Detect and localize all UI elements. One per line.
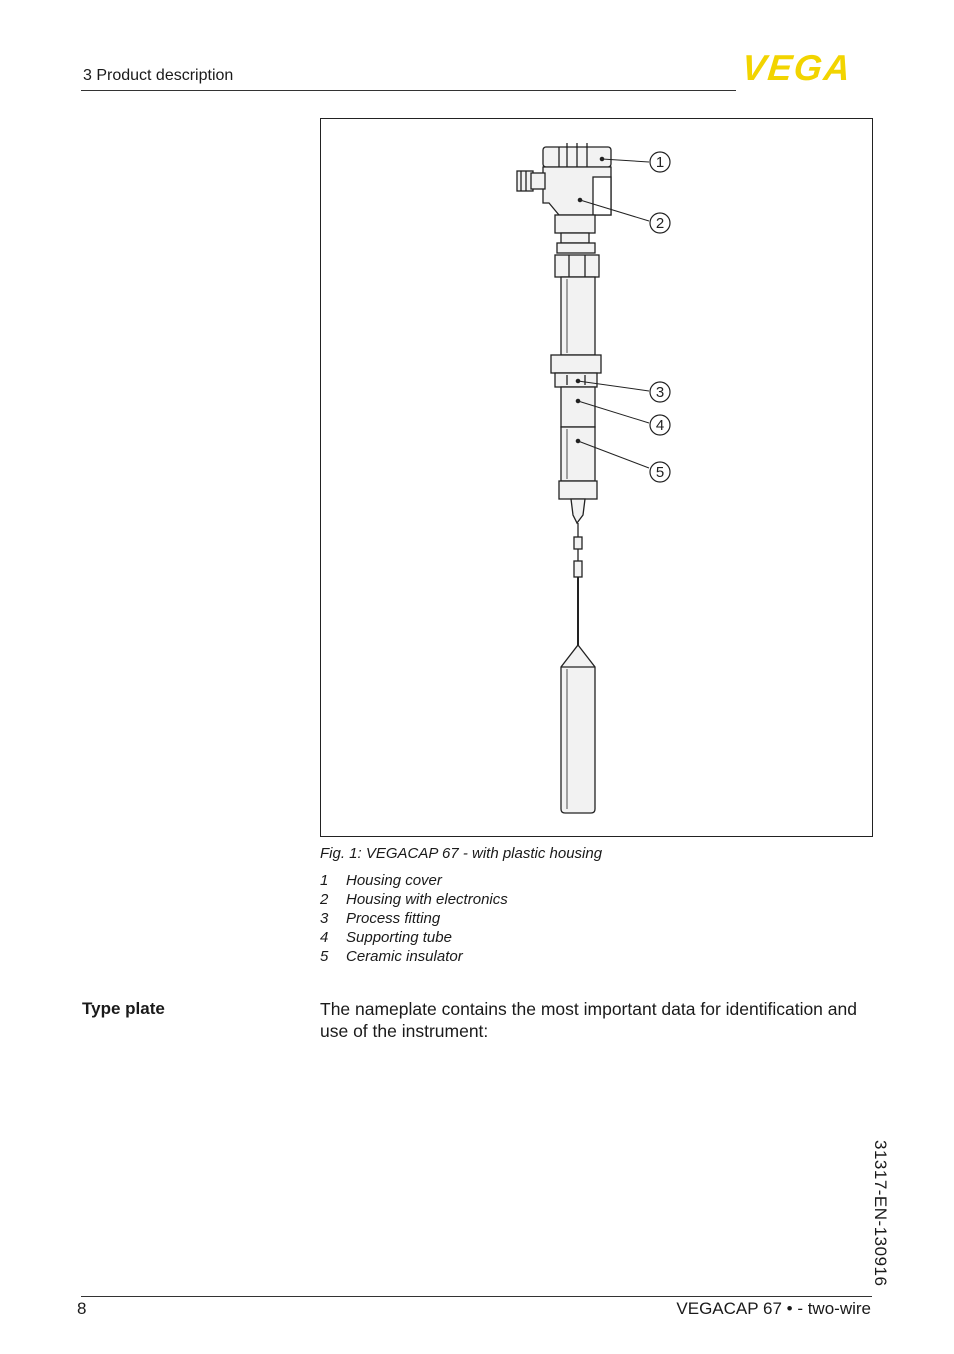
- legend-item: [320, 909, 508, 928]
- document-code: 31317-EN-130916: [871, 1140, 890, 1287]
- callout-2: 2: [655, 215, 665, 232]
- legend-label: Housing cover: [346, 872, 442, 889]
- vega-logo-text: VEGA: [739, 47, 855, 88]
- legend-number: 1: [320, 872, 329, 889]
- process-fitting-shape: [551, 355, 601, 373]
- callout-4: 4: [655, 417, 665, 434]
- vega-logo: [739, 47, 872, 88]
- legend-item: [320, 871, 508, 890]
- type-plate-heading: Type plate: [82, 999, 165, 1018]
- footer-divider: [81, 1296, 872, 1297]
- callout-1: 1: [655, 154, 665, 171]
- page-number: 8: [77, 1299, 87, 1318]
- legend-item: [320, 947, 508, 966]
- legend-label: Supporting tube: [346, 929, 452, 946]
- figure-legend: [320, 871, 508, 966]
- callout-5: 5: [655, 464, 665, 481]
- legend-number: 4: [320, 929, 329, 946]
- legend-label: Ceramic insulator: [346, 948, 463, 965]
- header-divider: [81, 90, 736, 91]
- legend-item: [320, 928, 508, 947]
- callout-3: 3: [655, 384, 665, 401]
- legend-label: Housing with electronics: [346, 891, 508, 908]
- hex-nut-shape: [555, 255, 599, 277]
- probe-weight-shape: [561, 645, 595, 813]
- figure-caption: Fig. 1: VEGACAP 67 - with plastic housing: [320, 845, 603, 862]
- legend-number: 5: [320, 948, 329, 965]
- legend-label: Process fitting: [346, 910, 441, 927]
- legend-number: 2: [320, 891, 329, 908]
- type-plate-paragraph: The nameplate contains the most important data for identification and use of the instrument:: [320, 999, 857, 1041]
- running-header: 3 Product description: [83, 67, 234, 84]
- legend-item: [320, 890, 508, 909]
- footer-product-name: VEGACAP 67 • - two-wire: [676, 1299, 871, 1318]
- legend-number: 3: [320, 910, 329, 927]
- supporting-tube-shape: [561, 387, 595, 427]
- product-figure: [320, 118, 873, 837]
- vegacap-drawing: [321, 119, 874, 838]
- ceramic-insulator-shape: [561, 427, 595, 481]
